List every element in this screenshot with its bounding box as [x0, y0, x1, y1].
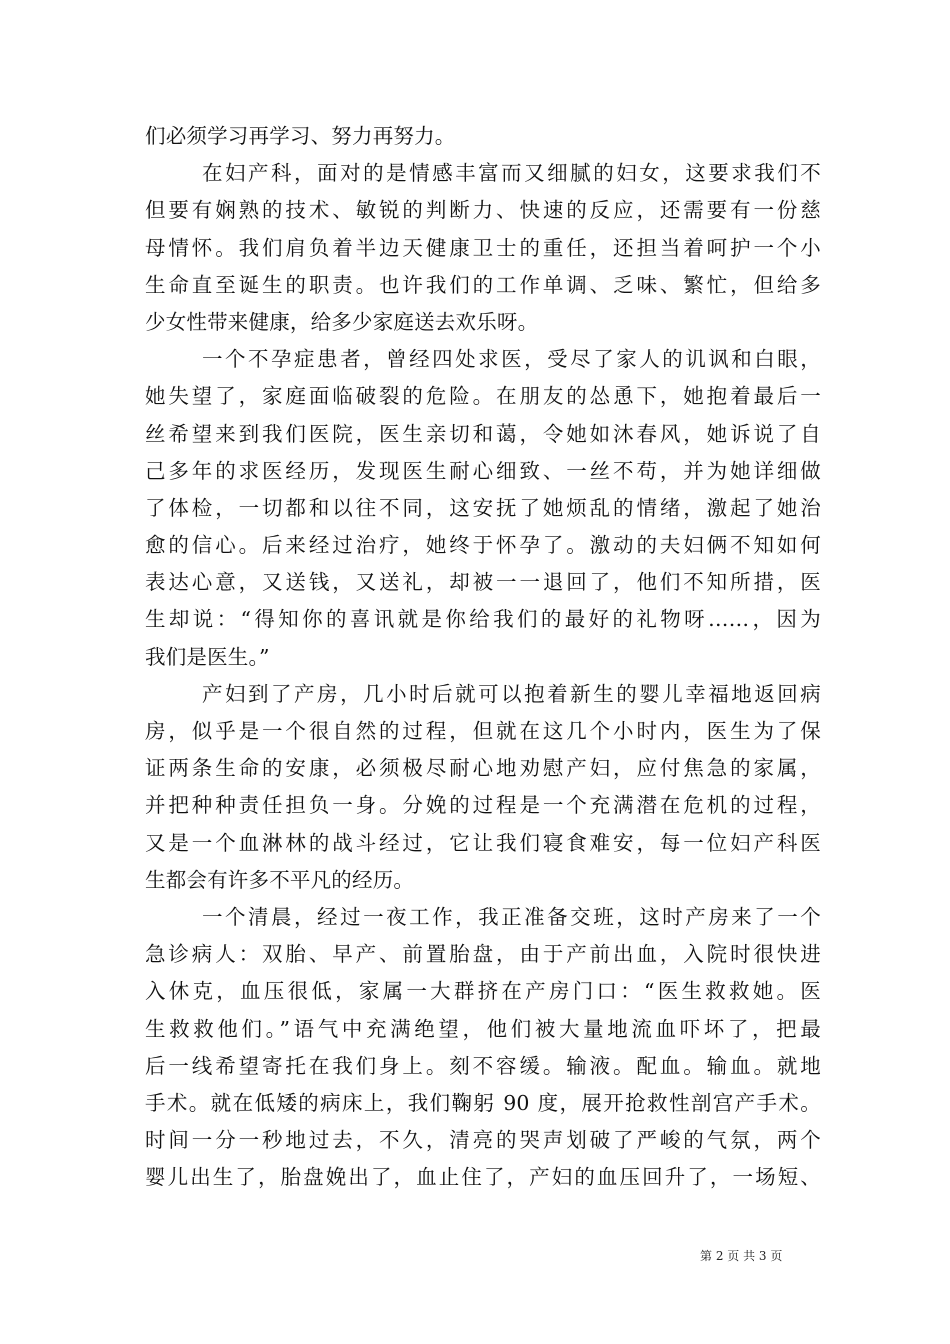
- text-line: 又是一个血淋林的战斗经过，它让我们寝食难安，每一位妇产科医: [145, 830, 821, 855]
- text-line: 一个不孕症患者，曾经四处求医，受尽了家人的讥讽和白眼，: [202, 347, 821, 372]
- text-line: 愈的信心。后来经过治疗，她终于怀孕了。激动的夫妇俩不知如何: [145, 533, 821, 558]
- text-line: 后一线希望寄托在我们身上。刻不容缓。输液。配血。输血。就地: [145, 1053, 821, 1078]
- text-line: 并把种种责任担负一身。分娩的过程是一个充满潜在危机的过程，: [145, 793, 821, 818]
- text-line: 表达心意，又送钱，又送礼，却被一一退回了，他们不知所措，医: [145, 570, 821, 595]
- text-line: 房，似乎是一个很自然的过程，但就在这几个小时内，医生为了保: [145, 719, 821, 743]
- text-line: 证两条生命的安康，必须极尽耐心地劝慰产妇，应付焦急的家属，: [145, 756, 821, 781]
- text-line: 生都会有许多不平凡的经历。: [145, 867, 415, 892]
- text-line: 入休克，血压很低，家属一大群挤在产房门口：“医生救救她。医: [145, 979, 821, 1004]
- text-line: 在妇产科，面对的是情感丰富而又细腻的妇女，这要求我们不: [202, 161, 821, 186]
- text-line: 急诊病人：双胎、早产、前置胎盘，由于产前出血，入院时很快进: [145, 942, 821, 967]
- body-text: [145, 118, 821, 1196]
- text-line: 们必须学习再学习、努力再努力。: [145, 124, 456, 148]
- text-line: 母情怀。我们肩负着半边天健康卫士的重任，还担当着呵护一个小: [145, 235, 821, 260]
- text-line: 产妇到了产房，几小时后就可以抱着新生的婴儿幸福地返回病: [202, 681, 821, 706]
- text-line: 手术。就在低矮的病床上，我们鞠躬 90 度，展开抢救性剖宫产手术。: [145, 1090, 821, 1115]
- text-line: 了体检，一切都和以往不同，这安抚了她烦乱的情绪，激起了她治: [145, 495, 821, 520]
- text-line: 一个清晨，经过一夜工作，我正准备交班，这时产房来了一个: [202, 904, 821, 929]
- text-line: 生命直至诞生的职责。也许我们的工作单调、乏味、繁忙，但给多: [145, 272, 821, 297]
- page-number: 第 2 页 共 3 页: [700, 1249, 783, 1263]
- text-line: 但要有娴熟的技术、敏锐的判断力、快速的反应，还需要有一份慈: [145, 198, 821, 223]
- text-line: 我们是医生。”: [145, 644, 270, 669]
- text-line: 时间一分一秒地过去，不久，清亮的哭声划破了严峻的气氛，两个: [145, 1128, 821, 1153]
- text-line: 己多年的求医经历，发现医生耐心细致、一丝不苟，并为她详细做: [145, 458, 821, 483]
- text-line: 丝希望来到我们医院，医生亲切和蔼，令她如沐春风，她诉说了自: [145, 421, 821, 446]
- text-line: 婴儿出生了，胎盘娩出了，血止住了，产妇的血压回升了，一场短、: [145, 1165, 821, 1190]
- text-line: 生救救他们。”语气中充满绝望，他们被大量地流血吓坏了，把最: [145, 1016, 821, 1041]
- text-line: 她失望了，家庭面临破裂的危险。在朋友的怂恿下，她抱着最后一: [145, 384, 821, 409]
- text-line: 少女性带来健康，给多少家庭送去欢乐呀。: [145, 309, 539, 334]
- text-line: 生却说：“得知你的喜讯就是你给我们的最好的礼物呀……，因为: [145, 607, 821, 632]
